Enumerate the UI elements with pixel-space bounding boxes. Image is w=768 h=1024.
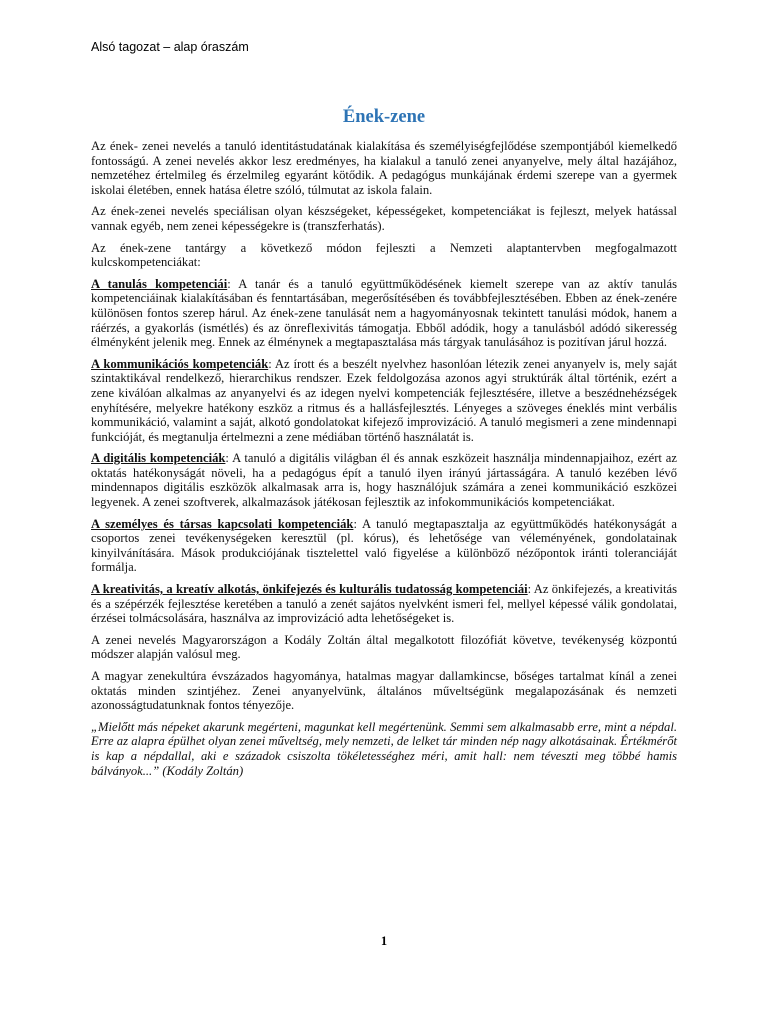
page-number: 1 [380, 934, 388, 948]
paragraph-creativity-competencies [91, 582, 677, 626]
document-body [91, 139, 677, 785]
competency-text: : A tanuló a digitális világban él és annak eszközeit használja mindennapjaihoz, ezért az oktatás hatékonyságát növeli, ha a pedagógus épít a tanuló ilyen irányú jártasságára. A tanuló kezében lévő mindennapos digitális eszközök alkalmasak arra is, hogy használójuk számára a zenei kommunikáció eszközei legyenek. A zenei szoftverek, alkalmazások játékosan fejlesztik az infokommunikációs kompetenciákat. [91, 451, 677, 510]
paragraph-competencies-intro: Az ének-zene tantárgy a következő módon fejleszti a Nemzeti alaptantervben megfogalmazott kulcskompetenciákat: [91, 240, 677, 270]
paragraph-digital-competencies [91, 451, 677, 509]
paragraph-learning-competencies [91, 277, 677, 350]
paragraph-social-competencies [91, 517, 677, 575]
paragraph-kodaly-method: A zenei nevelés Magyarországon a Kodály Zoltán által megalkotott filozófiát követve, tevékenység központú módszer alapján valósul meg. [91, 632, 677, 662]
competency-heading: A digitális kompetenciák [91, 451, 226, 466]
paragraph-transfer: Az ének-zenei nevelés speciálisan olyan készségeket, képességeket, kompetenciákat is fejleszt, melyek hatással vannak egyéb, nem zenei képességekre is (transzferhatás). [91, 204, 677, 233]
paragraph-communication-competencies [91, 357, 677, 445]
competency-text: : Az önkifejezés, a kreativitás és a szépérzék fejlesztése keretében a tanuló a zenét sajátos nyelvként ismeri fel, mellyel képessé válik gondolatai, érzései tolmácsolására, használva az improvizáció adta lehetőségeket is. [91, 582, 677, 626]
competency-heading: A személyes és társas kapcsolati kompetenciák [91, 516, 354, 531]
competency-text: : A tanuló megtapasztalja az együttműködés hatékonyságát a csoportos zenei tevékenységeken keresztül (pl. kórus), és lehetősége van véleményének, gondolatainak kinyilvánítására. Mások produkciójának tisztelettel való figyelése a különböző nézőpontok iránti toleranciáját formálja. [91, 516, 677, 575]
competency-heading: A kreativitás, a kreatív alkotás, önkifejezés és kulturális tudatosság kompetenciái [91, 582, 528, 597]
paragraph-intro: Az ének- zenei nevelés a tanuló identitástudatának kialakítása és személyiségfejlődése szempontjából kiemelkedő fontosságú. A zenei nevelés akkor lesz eredményes, ha kialakul a tanuló zenei anyanyelve, mely által hazájához, nemzetéhez értelmileg és érzelmileg egyaránt kötődik. A pedagógus munkájának érdemi szerepe van a gyermek iskolai életében, ennek hatása életre szóló, túlmutat az iskola falain. [91, 139, 677, 197]
paragraph-hungarian-music-culture: A magyar zenekultúra évszázados hagyománya, hatalmas magyar dallamkincse, bőséges tartalmat kínál a zenei oktatás minden szintjéhez. Zenei anyanyelvünk, általános műveltségünk megalapozásának és nemzeti azonosságtudatunknak fontos tényezője. [91, 669, 677, 713]
page-header: Alsó tagozat – alap óraszám [91, 40, 249, 54]
competency-text: : Az írott és a beszélt nyelvhez hasonlóan létezik zenei anyanyelv is, mely saját szintaktikával rendelkező, hierarchikus rendszer. Ezek feldolgozása azonos agyi struktúrák által történik, ezért a zene kiválóan alkalmas az anyanyelvi és az idegen nyelvi kompetenciák fejlesztésére, illetve a beszédnehézségek enyhítésére, melyekre hatékony eszköz a ritmus és a hallásfejlesztés. Lényeges a szöveges éneklés mint verbális kommunikáció, valamint a saját, alkotó gondolatokat kifejező improvizáció. A tanuló megismeri a zene mindennapi funkcióját, és megtanulja értelmezni a zene médiában történő használatát is. [91, 356, 677, 444]
page-title: Ének-zene [342, 107, 426, 127]
competency-heading: A kommunikációs kompetenciák [91, 356, 269, 371]
competency-text: : A tanár és a tanuló együttműködésének kiemelt szerepe van az aktív tanulás kompetenciáinak kialakításában és fenntartásában, megerősítésében és továbbfejlesztésében. Ebben az ének-zenére különösen fontos szerep hárul. Az ének-zene tanulását nem a hagyományosnak tekintett tanulási módok, hanem a ráérzés, a gyakorlás (ismétlés) és az önreflexivitás támogatja. Ebből adódik, hogy a tanulásból adódó sikeresség élményként jelenik meg. Ennek az élménynek a megtapasztalása más tárgyak tanulásához is pozitívan járul hozzá. [91, 276, 677, 350]
competency-heading: A tanulás kompetenciái [91, 276, 228, 291]
kodaly-quote: „Mielőtt más népeket akarunk megérteni, magunkat kell megértenünk. Semmi sem alkalmasabb erre, mint a népdal. Erre az alapra épülhet olyan zenei műveltség, mely nemzeti, de lelket tár minden nép nagy alkotásainak. Értékmérőt is kap a népdallal, aki e századok csiszolta tökéletességhez méri, amit hall: nem téveszti meg többé hamis bálványok...” (Kodály Zoltán) [91, 719, 677, 778]
